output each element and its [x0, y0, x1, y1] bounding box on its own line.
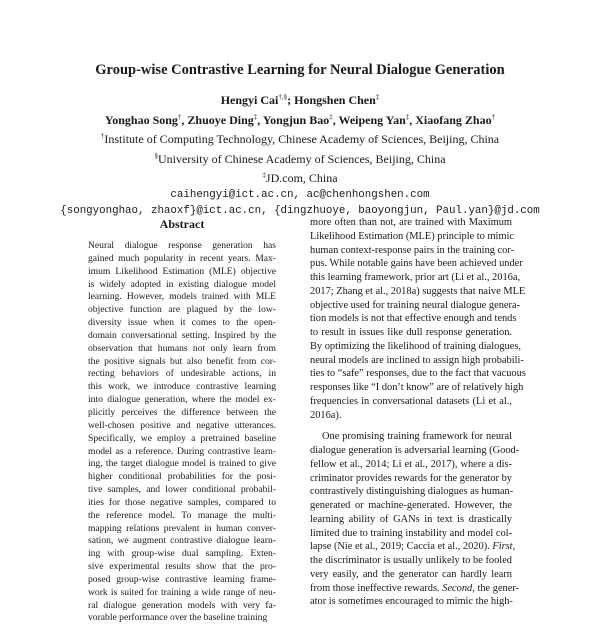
text-line: tive samples, and lower conditional probabil- [88, 484, 276, 496]
authors-line-1: Hengyi Cai†,§; Hongshen Chen‡ [220, 93, 380, 107]
paragraph-gap [310, 422, 512, 430]
text-line: limited due to training instability and model col- [310, 527, 512, 539]
text-line: responses like “I don’t know” are of relatively high [310, 382, 524, 393]
author-name: Yonghao Song [104, 112, 178, 127]
text-line: this work, we introduce contrastive learning [88, 381, 276, 393]
text-line: work is suited for training a wide range of neu- [88, 586, 276, 598]
affiliation-line [0, 128, 600, 148]
text-line: posed group-wise contrastive learning frame- [88, 573, 276, 585]
author-sup: ‡ [405, 112, 410, 121]
author-name: Xiaofang Zhao [415, 112, 492, 127]
affiliations [0, 128, 600, 187]
text-line: imum Likelihood Estimation (MLE) objective [88, 265, 276, 277]
text-line: domain conversational setting. Inspired by the [88, 329, 276, 341]
text-line: 2016a). [310, 409, 342, 421]
text-line: Specifically, we employ a pretrained baseline [88, 432, 276, 444]
text-line: sive experimental results show that the pro- [88, 561, 276, 573]
text-line: to result in issues like dull response generation. [310, 327, 512, 338]
text-line: model as a reference. During contrastive learn- [88, 445, 276, 457]
text-line: learning ability of GANs in text is drastically [310, 513, 512, 525]
text-line: gained much popularity in recent years. Max- [88, 252, 276, 264]
text-line: well-chosen positive and negative utterances. [88, 419, 276, 431]
paper-title: Group-wise Contrastive Learning for Neural Dialogue Generation [95, 62, 505, 78]
author-sup: ‡ [375, 93, 380, 101]
affiliation-line [0, 148, 600, 168]
text-line: is widely adopted in existing dialogue model [88, 278, 276, 290]
text-line: pus. While notable gains have been achieved under [310, 258, 523, 270]
text-line: into dialogue generation, where the model ex- [88, 394, 276, 406]
text-line: One promising training framework for neural [322, 431, 512, 443]
affiliation-text: University of Chinese Academy of Sciences, Beijing, China [157, 151, 446, 166]
text-line: sation, we augment contrastive dialogue learn- [88, 535, 276, 547]
text-line: from those ineffective rewards. Second, the gener- [310, 582, 520, 594]
text-line: frequencies in conversational datasets (Li et al., [310, 395, 512, 407]
text-line: contrastively distinguishing dialogues as human- [310, 486, 514, 498]
affiliation-sup: § [154, 151, 158, 160]
text-line: tion models is not that effective enough and tends [310, 313, 517, 325]
author-sup: † [491, 112, 496, 121]
text-line: learning. However, models trained with MLE [88, 291, 276, 303]
text-line: ing, the target dialogue model is trained to give [88, 458, 276, 470]
email-line-1: caihengyi@ict.ac.cn, ac@chenhongshen.com [170, 188, 430, 201]
author-block [0, 89, 600, 220]
author-name: Yongjun Bao [262, 112, 330, 127]
affiliation-line [0, 167, 600, 187]
text-line: Neural dialogue response generation has [88, 240, 276, 251]
author-name: Hengyi Cai [220, 93, 279, 107]
text-line: generated or machine-generated. However, the [310, 500, 512, 511]
text-line: higher conditional probabilities for the posi- [88, 471, 276, 483]
text-line: plicitly perceives the difference between the [88, 406, 276, 418]
abstract-body [88, 240, 276, 625]
text-line: objective used for training neural dialogue genera- [310, 299, 521, 311]
text-line: ities for those negative samples, compared to [88, 496, 276, 508]
text-line: 2017; Zhang et al., 2018a) suggests that naive MLE [310, 285, 526, 297]
text-line: By optimizing the likelihood of training dialogues, [310, 340, 521, 352]
text-line: recting behaviors of undesirable actions, in [88, 368, 276, 380]
author-sup: ‡ [329, 112, 333, 121]
text-line: ral dialogue generation models with very fa- [88, 599, 276, 611]
authors-line-2: Yonghao Song†, Zhuoye Ding‡, Yongjun Bao‡, Weipeng Yan‡, Xiaofang Zhao† [104, 112, 496, 127]
author-sup: † [177, 112, 182, 121]
text-line: mapping relations prevalent in human conver- [88, 522, 276, 534]
affiliation-text: JD.com, China [265, 171, 338, 185]
text-line: ator is sometimes encouraged to mimic the high- [310, 596, 513, 608]
text-line: fellow et al., 2014; Li et al., 2017), where a dis- [310, 458, 512, 470]
affiliation-text: Institute of Computing Technology, Chinese Academy of Sciences, Beijing, China [104, 132, 500, 146]
intro-column [310, 216, 526, 609]
text-line: ing with group-wise dual sampling. Exten- [88, 548, 276, 560]
affiliation-sup: † [100, 132, 105, 140]
text-line: observation that humans not only learn from [88, 342, 276, 354]
author-name: Hongshen Chen [294, 93, 376, 107]
text-line: criminator provides rewards for the generator by [310, 472, 512, 484]
text-line: the positive signals but also benefit from cor- [88, 355, 276, 367]
text-line: diversity issue when it comes to the open- [88, 317, 276, 329]
author-sup: †,§ [278, 93, 288, 101]
abstract-heading: Abstract [159, 217, 205, 231]
text-line: Likelihood Estimation (MLE) principle to mimic [310, 230, 515, 242]
text-line: vorable performance over the baseline training [88, 612, 268, 624]
author-name: Weipeng Yan [338, 112, 406, 127]
author-sup: ‡ [253, 112, 258, 121]
affiliation-sup: ‡ [262, 171, 266, 179]
text-line: ties to “safe” responses, due to the fact that vacuous [310, 368, 526, 380]
text-line: neural models are inclined to assign high probabili- [310, 354, 524, 366]
text-line: the reference model. To manage the multi- [88, 509, 276, 521]
text-line: this learning framework, prior art (Li et al., 2016a, [310, 272, 521, 283]
text-line: very easily, and the generator can hardly learn [310, 568, 512, 580]
text-line: more often than not, are trained with Maximum [310, 217, 512, 228]
text-line: lapse (Nie et al., 2019; Caccia et al., 2020). First, [310, 541, 516, 553]
email-line-2: {songyonghao, zhaoxf}@ict.ac.cn, {dingzhuoye, baoyongjun, Paul.yan}@jd.com [60, 205, 540, 217]
author-name: Zhuoye Ding [187, 112, 254, 127]
text-line: dialogue generation is adversarial learning (Good- [310, 445, 520, 456]
text-line: human context-response pairs in the training cor- [310, 244, 515, 256]
text-line: the discriminator is usually unlikely to be fooled [310, 555, 512, 566]
text-line: objective function are plagued by the low- [88, 304, 276, 316]
